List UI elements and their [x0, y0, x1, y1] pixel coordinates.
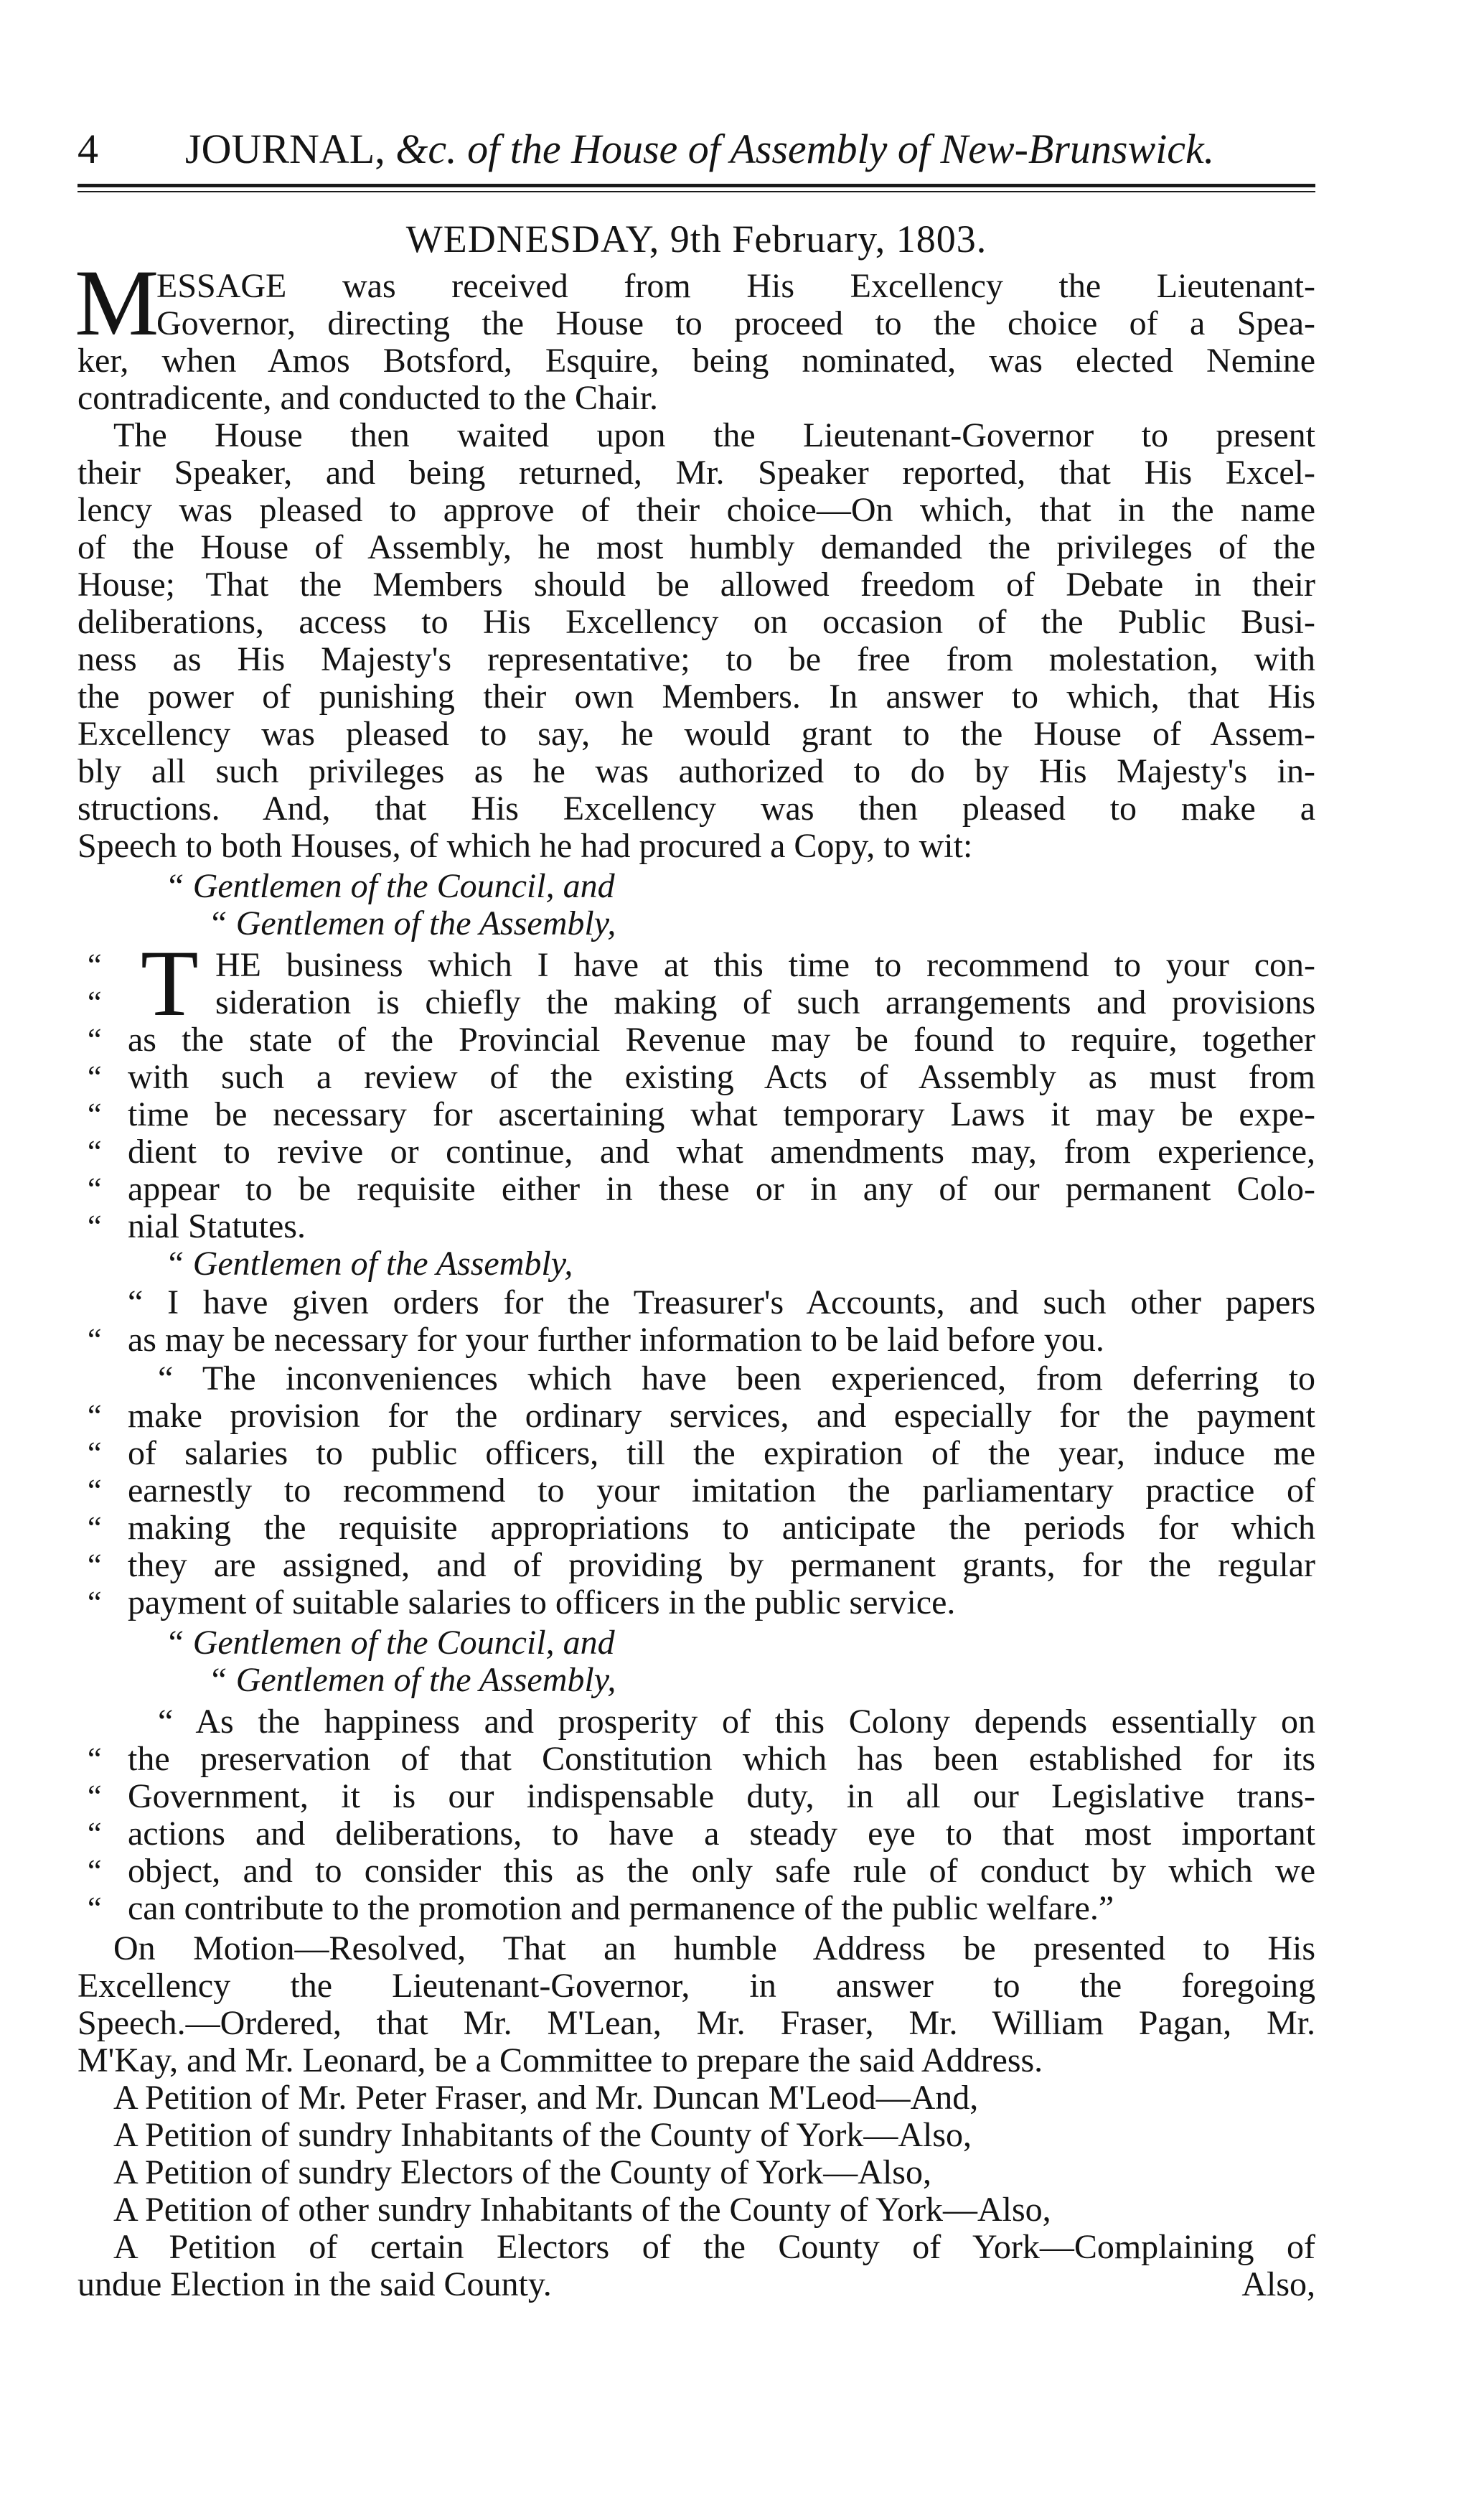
speech-line: sideration is chiefly the making of such arrangements and provisions [215, 983, 1315, 1021]
speech-line: dient to revive or continue, and what amendments may, from experience, [128, 1133, 1315, 1171]
paragraph-line: Excellency was pleased to say, he would grant to the House of Assem- [78, 715, 1315, 753]
paragraph-line: bly all such privileges as he was authorized to do by His Majesty's in- [78, 752, 1315, 790]
speech-salutation: “ Gentlemen of the Assembly, [208, 904, 616, 942]
speech-line: making the requisite appropriations to anticipate the periods for which [128, 1509, 1315, 1547]
speech-line: make provision for the ordinary services, and especially for the payment [128, 1397, 1315, 1435]
motion-line: Excellency the Lieutenant-Governor, in answer to the foregoing [78, 1967, 1315, 2005]
paragraph-line: structions. And, that His Excellency was then pleased to make a [78, 790, 1315, 828]
paragraph-line: The House then waited upon the Lieutenant-Governor to present [113, 416, 1315, 454]
quote-mark: “ [88, 1134, 102, 1169]
quote-mark: “ [88, 947, 102, 983]
speech-line: can contribute to the promotion and permanence of the public welfare.” [128, 1889, 1114, 1927]
speech-line: object, and to consider this as the only safe rule of conduct by which we [128, 1852, 1315, 1890]
catchword: Also, [1241, 2265, 1315, 2303]
paragraph-line: deliberations, access to His Excellency on occasion of the Public Busi- [78, 603, 1315, 641]
opening-line: contradicente, and conducted to the Chair. [78, 379, 659, 417]
paragraph-line: Speech to both Houses, of which he had procured a Copy, to wit: [78, 827, 973, 865]
speech-line: appear to be requisite either in these or in any of our permanent Colo- [128, 1170, 1315, 1208]
journal-subtitle: &c. of the House of Assembly of New-Brunswick. [395, 126, 1215, 172]
quote-mark: “ [88, 1510, 102, 1545]
quote-mark: “ [88, 1816, 102, 1851]
speech-line: payment of suitable salaries to officers in the public service. [128, 1583, 956, 1621]
quote-mark: “ [88, 1473, 102, 1508]
quote-mark: “ [88, 1853, 102, 1888]
opening-line: ker, when Amos Botsford, Esquire, being nominated, was elected Nemine [78, 342, 1315, 380]
speech-line: the preservation of that Constitution which has been established for its [128, 1740, 1315, 1778]
speech-line: earnestly to recommend to your imitation the parliamentary practice of [128, 1471, 1315, 1509]
speech-line: “ As the happiness and prosperity of this Colony depends essentially on [158, 1703, 1315, 1741]
speech-line: as may be necessary for your further information to be laid before you. [128, 1321, 1104, 1359]
quote-mark: “ [88, 1209, 102, 1244]
speech-salutation: “ Gentlemen of the Assembly, [165, 1245, 573, 1283]
drop-cap: T [141, 930, 199, 1036]
paragraph-line: the power of punishing their own Members. In answer to which, that His [78, 678, 1315, 716]
speech-line: time be necessary for ascertaining what temporary Laws it may be expe- [128, 1095, 1315, 1133]
quote-mark: “ [88, 1779, 102, 1814]
quote-mark: “ [88, 1171, 102, 1207]
quote-mark: “ [88, 1585, 102, 1620]
speech-line: as the state of the Provincial Revenue may be found to require, together [128, 1021, 1315, 1059]
quote-mark: “ [88, 1398, 102, 1433]
paragraph-line: House; That the Members should be allowed freedom of Debate in their [78, 566, 1315, 604]
quote-mark: “ [88, 1436, 102, 1471]
header-rule-thin [78, 191, 1315, 192]
quote-mark: “ [88, 1059, 102, 1095]
speech-line: actions and deliberations, to have a steady eye to that most important [128, 1815, 1315, 1853]
quote-mark: “ [88, 1741, 102, 1777]
paragraph-line: their Speaker, and being returned, Mr. Speaker reported, that His Excel- [78, 454, 1315, 492]
running-header [78, 121, 1315, 178]
speech-line: HE business which I have at this time to recommend to your con- [215, 946, 1315, 984]
motion-line: On Motion—Resolved, That an humble Address be presented to His [113, 1929, 1315, 1967]
quote-mark: “ [88, 985, 102, 1020]
opening-line: Governor, directing the House to proceed to the choice of a Spea- [156, 304, 1315, 342]
speech-salutation: “ Gentlemen of the Council, and [165, 867, 615, 905]
header-rule [78, 184, 1315, 187]
opening-line: ESSAGE was received from His Excellency the Lieutenant- [156, 267, 1315, 305]
petition-line: A Petition of Mr. Peter Fraser, and Mr. Duncan M'Leod—And, [113, 2079, 979, 2117]
quote-mark: “ [88, 1891, 102, 1926]
journal-title: JOURNAL, [185, 126, 385, 172]
motion-line: M'Kay, and Mr. Leonard, be a Committee to prepare the said Address. [78, 2041, 1043, 2079]
speech-line: of salaries to public officers, till the expiration of the year, induce me [128, 1434, 1315, 1472]
quote-mark: “ [88, 1097, 102, 1132]
last-line: undue Election in the said County. [78, 2265, 552, 2303]
petition-line: A Petition of sundry Inhabitants of the County of York—Also, [113, 2116, 972, 2154]
petition-line: A Petition of sundry Electors of the County of York—Also, [113, 2153, 931, 2191]
speech-salutation: “ Gentlemen of the Assembly, [208, 1661, 616, 1699]
motion-line: Speech.—Ordered, that Mr. M'Lean, Mr. Fraser, Mr. William Pagan, Mr. [78, 2004, 1315, 2042]
speech-line: with such a review of the existing Acts of Assembly as must from [128, 1058, 1315, 1096]
petition-line: A Petition of certain Electors of the County of York—Complaining of [113, 2228, 1315, 2266]
speech-line: nial Statutes. [128, 1207, 306, 1245]
speech-salutation: “ Gentlemen of the Council, and [165, 1624, 615, 1662]
quote-mark: “ [88, 1322, 102, 1357]
date-heading: WEDNESDAY, 9th February, 1803. [405, 217, 987, 261]
speech-line: they are assigned, and of providing by permanent grants, for the regular [128, 1546, 1315, 1584]
paragraph-line: ness as His Majesty's representative; to be free from molestation, with [78, 640, 1315, 678]
speech-line: “ I have given orders for the Treasurer's Accounts, and such other papers [128, 1283, 1315, 1321]
speech-line: Government, it is our indispensable duty, in all our Legislative trans- [128, 1777, 1315, 1815]
drop-cap: M [75, 250, 159, 355]
quote-mark: “ [88, 1022, 102, 1057]
speech-line: “ The inconveniences which have been experienced, from deferring to [158, 1359, 1315, 1398]
paragraph-line: of the House of Assembly, he most humbly demanded the privileges of the [78, 528, 1315, 566]
page-number: 4 [78, 126, 98, 172]
quote-mark: “ [88, 1548, 102, 1583]
petition-line: A Petition of other sundry Inhabitants of the County of York—Also, [113, 2191, 1051, 2229]
paragraph-line: lency was pleased to approve of their choice—On which, that in the name [78, 491, 1315, 529]
